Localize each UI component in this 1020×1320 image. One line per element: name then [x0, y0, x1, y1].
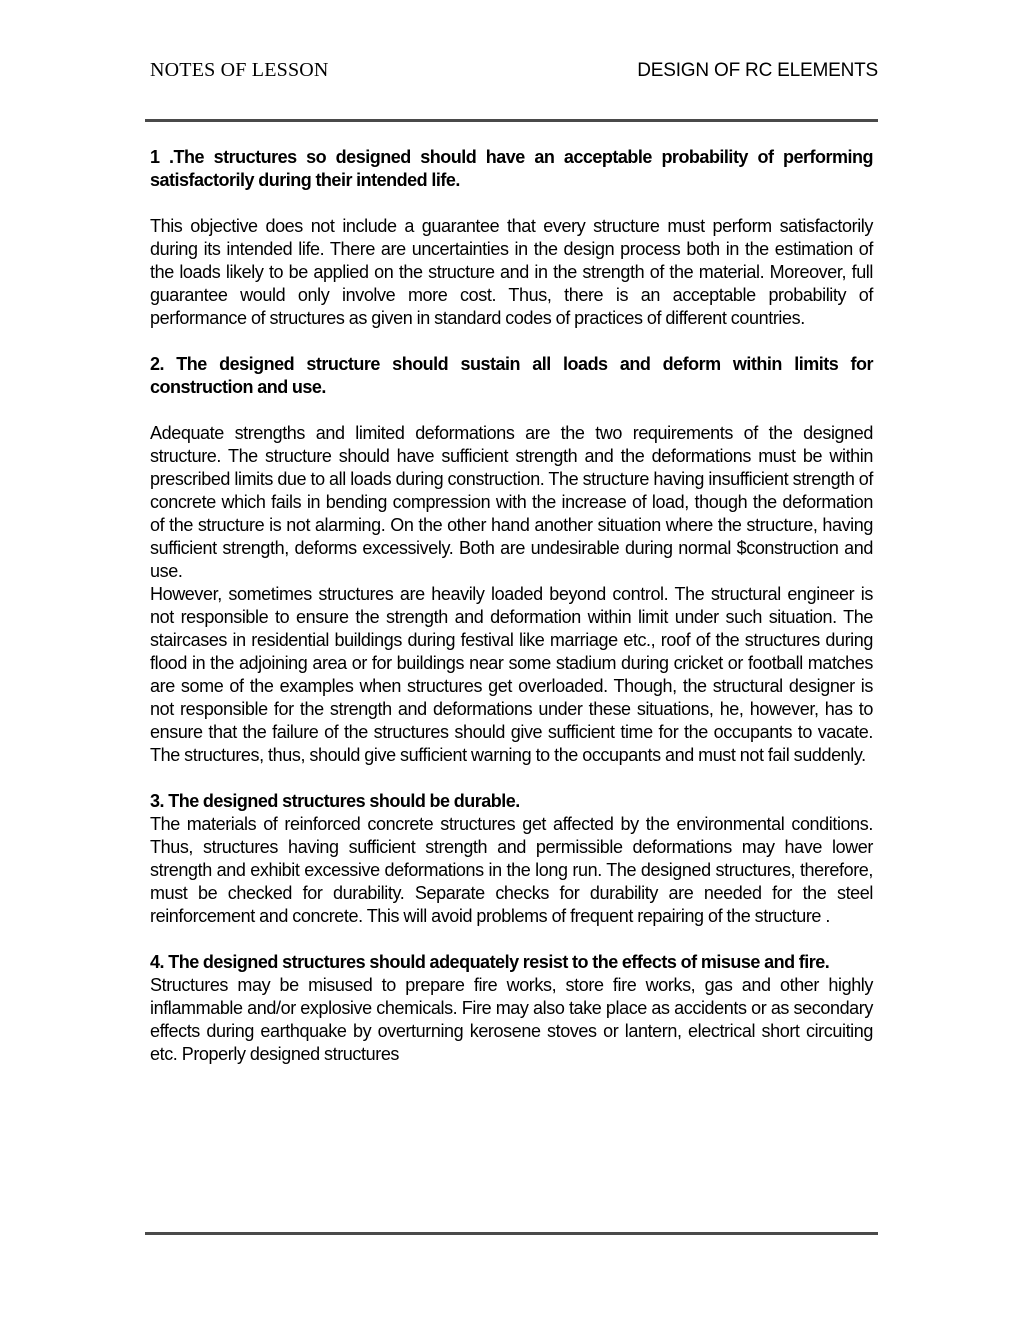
- paragraph: Adequate strengths and limited deformations are the two requirements of the designed structure. The structure should have sufficient strength and the deformations must be within prescribed limits due to all loads during construction. The structure having insufficient strength of concrete which fails in bending compression with the increase of load, though the deformation of the structure is not alarming. On the other hand another situation where the structure, having sufficient strength, deforms excessively. Both are undesirable during normal $construction and use.: [150, 423, 873, 581]
- section-heading: 4. The designed structures should adequately resist to the effects of misuse and fire.: [150, 952, 830, 972]
- header-left-title: NOTES OF LESSON: [150, 59, 329, 81]
- paragraph: However, sometimes structures are heavily loaded beyond control. The structural engineer is not responsible to ensure the strength and deformation within limit under such situation. The staircases in residential buildings during festival like marriage etc., roof of the structures during flood in the adjoining area or for buildings near some stadium during cricket or football matches are some of the examples when structures get overloaded. Though, the structural designer is not responsible for the strength and deformations under these situations, he, however, has to ensure that the failure of the structures should give sufficient time for the occupants to vacate. The structures, thus, should give sufficient warning to the occupants and must not fail suddenly.: [150, 584, 873, 765]
- header-divider-rule: [145, 119, 878, 122]
- header-right-title: DESIGN OF RC ELEMENTS: [637, 60, 878, 81]
- section-heading: 1 .The structures so designed should have an acceptable probability of performing satisfactorily during their intended life.: [150, 147, 873, 190]
- paragraph: This objective does not include a guarantee that every structure must perform satisfactorily during its intended life. There are uncertainties in the design process both in the estimation of the loads likely to be applied on the structure and in the strength of the material. Moreover, full guarantee would only involve more cost. Thus, there is an acceptable probability of performance of structures as given in standard codes of practices of different countries.: [150, 216, 873, 328]
- document-body: [150, 146, 873, 1066]
- paragraph: The materials of reinforced concrete structures get affected by the environmental conditions. Thus, structures having sufficient strength and permissible deformations may have lower strength and exhibit excessive deformations in the long run. The designed structures, therefore, must be checked for durability. Separate checks for durability are needed for the steel reinforcement and concrete. This will avoid problems of frequent repairing of the structure .: [150, 814, 873, 926]
- section-heading: 3. The designed structures should be durable.: [150, 791, 520, 811]
- paragraph: Structures may be misused to prepare fire works, store fire works, gas and other highly inflammable and/or explosive chemicals. Fire may also take place as accidents or as secondary effects during earthquake by overturning kerosene stoves or lantern, electrical short circuiting etc. Properly designed structures: [150, 975, 873, 1064]
- page-header: [150, 59, 878, 82]
- section-heading: 2. The designed structure should sustain all loads and deform within limits for construction and use.: [150, 354, 873, 397]
- footer-divider-rule: [145, 1232, 878, 1235]
